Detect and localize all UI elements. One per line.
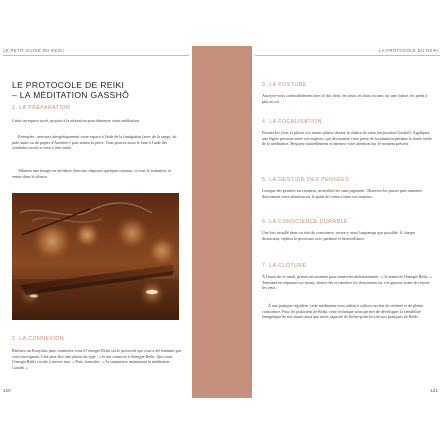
incense-candles-photo: [12, 193, 179, 320]
paragraph-posture-1: Asseyez-vous confortablement avec le dos droit, en seiza, en lotus ou sans sur une chaise, les pieds à plat au sol.: [262, 93, 428, 104]
section-heading-conscience: 6. LA CONSCIENCE DURABLE: [262, 219, 348, 225]
section-heading-connexion: 2. LA CONNEXION: [12, 336, 65, 342]
page-number-right: 121: [430, 388, 438, 393]
paragraph-preparation-3: Allumez une bougie ou un bâton d'encens, disposez quelques cristaux, si vous le souhaitez, et entrez dans le silence.: [12, 168, 172, 179]
section-heading-pensees: 5. LA GESTION DES PENSÉES: [262, 177, 350, 183]
paragraph-connexion-1: Réalisez un Kenyoku, puis connectez-vous à l'énergie Reiki via le protocole qui vous a été transmis par votre enseignant. Cela peut être une phrase du type : « Je me connecte à l'énergie Reiki. Que toute l'énergie Reiki circule à travers moi. » Puis, formulez : « Je commence maintenant la méditation Gasshô. »: [12, 348, 182, 370]
paragraph-cloture-1: À l'issue de ce rituel, prenez un moment pour remercier intérieurement : « Je remercie l'énergie Reiki. » Terminez en séparant vos mains, frottez-les et remettez les doucement sur vos genoux avant de rouvrir les yeux.: [262, 274, 432, 291]
page-title: [12, 80, 184, 100]
title-line-2: – LA MÉDITATION GASSHÔ: [12, 90, 130, 100]
running-head-right: LA PROTOCOLE DU REIKI: [379, 48, 439, 53]
section-heading-preparation: 1. LA PRÉPARATION: [12, 105, 71, 111]
page-number-left: 120: [3, 388, 11, 393]
paragraph-cloture-2: À une pratique régulière, cette méditation vous aidera à cultiver un état de sérénité et de pleine conscience. Pour les praticiens de Reiki, cette technique nous permet de développer la sensibilité énergétique de nos mains ainsi que notre capacité de lâcher-prise lors de nos pratiques de Reiki.: [262, 303, 423, 320]
section-heading-posture: 3. LA POSTURE: [262, 82, 307, 88]
title-line-1: LE PROTOCOLE DE REIKI: [12, 80, 125, 90]
paragraph-pensees-1: Lorsque des pensées surviennent, accueillez-les sans jugement. Observez-les passer puis ramenez doucement votre attention sur le point de contact entre vos majeurs.: [262, 188, 422, 199]
right-page: [252, 46, 442, 398]
section-heading-cloture: 7. LA CLÔTURE: [262, 263, 307, 269]
header-rule-right: [255, 55, 440, 56]
header-rule-left: [3, 55, 189, 56]
paragraph-preparation-2: Exemples : nettoyez énergétiquement votre espace à l'aide de la fumigation (avec de la sauge, du palo santo ou du papier d'Arménie), puis sentez la pièce. Vous pouvez aussi le faire à l'aide des symboles sacrés si vous y êtes initié.: [12, 134, 177, 151]
paragraph-focalisation-1: Fermez les yeux et placez vos mains jointes devant le chakra du cœur (en position Gasshô). Appliquez une légère pression entre vos majeurs, qui deviennent votre point de focalisation pendant la durée totale de la méditation. Respirez naturellement et amenez votre attention sur le moment présent.: [262, 130, 432, 147]
paragraph-conscience-1: Une fois installé dans cet état de conscience, restez-y aussi longtemps que possible. À chaque distraction, répétez le processus avec patience et bienveillance.: [262, 230, 416, 241]
section-heading-focalisation: 4. LA FOCALISATION: [262, 119, 322, 125]
paragraph-preparation-1: Créez un espace sacré, propice à la relaxation pour démarrer votre méditation.: [12, 118, 140, 123]
running-head-left: LE PETIT GUIDE DU REIKI: [3, 48, 65, 53]
left-page: [0, 46, 192, 398]
gutter-color-band: [192, 46, 252, 398]
photo-illustration: [12, 193, 179, 320]
